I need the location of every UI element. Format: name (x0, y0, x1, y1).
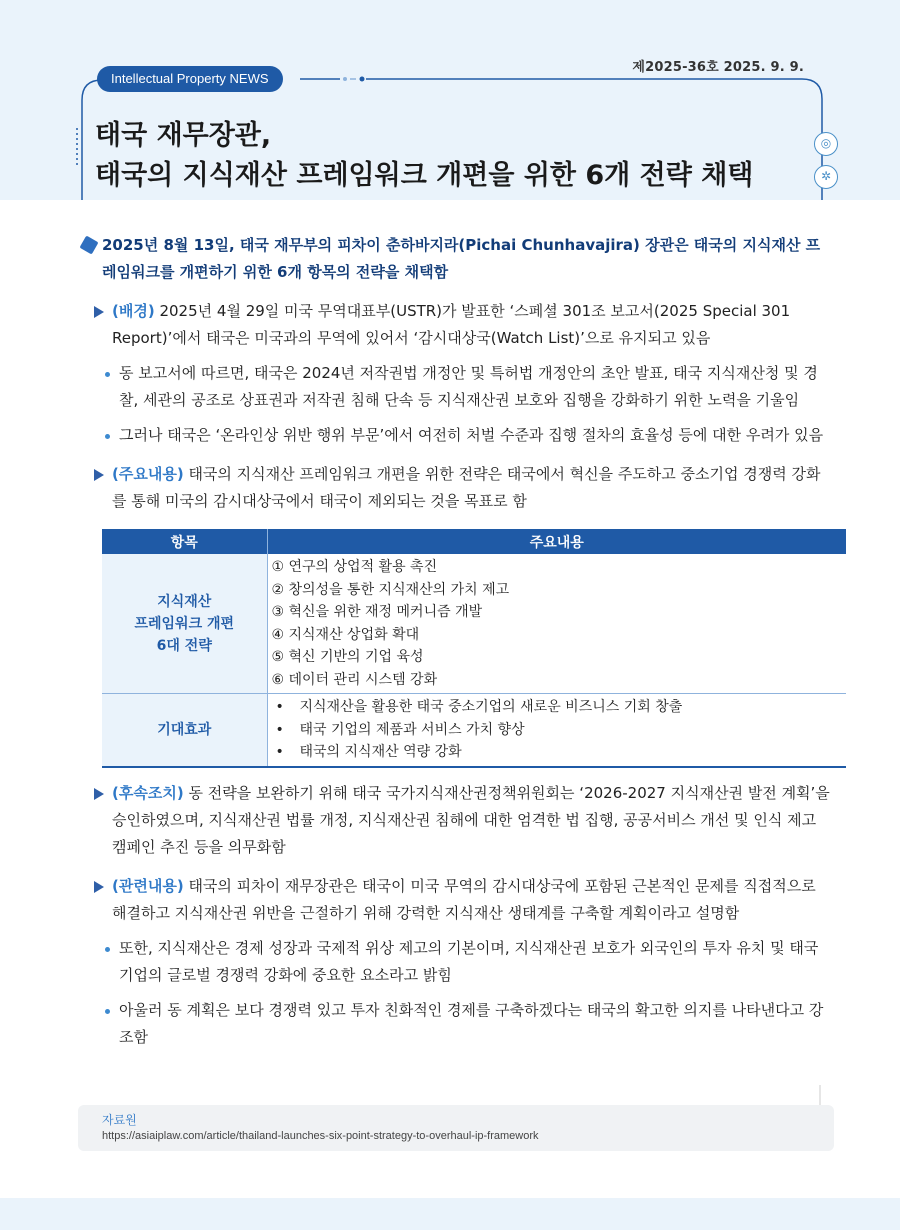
bullet-text: 아울러 동 계획은 보다 경쟁력 있고 투자 친화적인 경제를 구축하겠다는 태국의 확고한 의지를 나타낸다고 강조함 (119, 1000, 824, 1046)
bullet-text: 그러나 태국은 ‘온라인상 위반 행위 부문’에서 여전히 처벌 수준과 집행 절차의 효율성 등에 대한 우려가 있음 (119, 426, 824, 444)
table-header-content: 주요내용 (267, 529, 846, 554)
lead-text: 2025년 8월 13일, 태국 재무부의 피차이 춘하바지라(Pichai Chunhavajira) 장관은 태국의 지식재산 프레임워크를 개편하기 위한 6개 항목의 전략을 채택함 (102, 236, 821, 281)
strategy-item: ① 연구의 상업적 활용 촉진 (271, 559, 438, 575)
network-icon: ✲ (814, 165, 838, 189)
bullet-icon (105, 372, 110, 377)
triangle-icon (94, 788, 104, 800)
table-header-row (102, 529, 846, 554)
section-background (82, 298, 832, 352)
section-text: 태국의 지식재산 프레임워크 개편을 위한 전략은 태국에서 혁신을 주도하고 중소기업 경쟁력 강화를 통해 미국의 감시대상국에서 태국이 제외되는 것을 목표로 함 (112, 465, 821, 510)
bullet-text: 또한, 지식재산은 경제 성장과 국제적 위상 제고의 기본이며, 지식재산권 보호가 외국인의 투자 유치 및 태국 기업의 글로벌 경쟁력 강화에 중요한 요소라고 밝힘 (119, 938, 819, 984)
row-label-text: 지식재산 프레임워크 개편 6대 전략 (134, 593, 235, 654)
row-label: 기대효과 (102, 694, 267, 767)
section-tag: (배경) (112, 302, 155, 320)
list-item (82, 422, 832, 449)
section-related (82, 873, 832, 927)
article-body (82, 232, 832, 1051)
section-followup (82, 780, 832, 861)
section-tag: (관련내용) (112, 876, 184, 895)
section-text: 동 전략을 보완하기 위해 태국 국가지식재산권정책위원회는 ‘2026-2027 지식재산권 발전 계획’을 승인하였으며, 지식재산권 법률 개정, 지식재산권 침해에 대한 엄격한 법 집행, 공공서비스 개선 및 인식 제고 캠페인 추진 등을 의무화함 (112, 783, 830, 856)
globe-icon: ◎ (814, 132, 838, 156)
list-item (82, 935, 832, 989)
effect-item: • 지식재산을 활용한 태국 중소기업의 새로운 비즈니스 기회 창출 (272, 696, 847, 719)
row-label (102, 554, 267, 694)
list-item (82, 360, 832, 414)
bullet-icon (105, 947, 110, 952)
row-content (267, 694, 846, 767)
triangle-icon (94, 469, 104, 481)
title-line-1: 태국 재무장관, (95, 120, 272, 151)
strategy-item: ⑥ 데이터 관리 시스템 강화 (271, 671, 438, 688)
source-label: 자료원 (102, 1113, 137, 1127)
table-row (102, 554, 846, 694)
table-row (102, 694, 846, 767)
list-item (82, 997, 832, 1051)
strategy-item: ③ 혁신을 위한 재정 메커니즘 개발 (271, 604, 483, 620)
table-header-item: 항목 (102, 529, 267, 554)
section-text: 태국의 피차이 재무장관은 태국이 미국 무역의 감시대상국에 포함된 근본적인 문제를 직접적으로 해결하고 지식재산권 위반을 근절하기 위해 강력한 지식재산 생태계를 구축할 계획이라고 설명함 (112, 876, 816, 922)
issue-number: 제2025-36호 2025. 9. 9. (632, 60, 804, 75)
row-content (267, 554, 846, 694)
title-line-2: 태국의 지식재산 프레임워크 개편을 위한 6개 전략 채택 (95, 160, 754, 191)
strategy-item: ④ 지식재산 상업화 확대 (271, 626, 420, 643)
strategy-item: ⑤ 혁신 기반의 기업 육성 (271, 649, 424, 665)
lead-paragraph (82, 232, 832, 286)
strategy-item: ② 창의성을 통한 지식재산의 가치 제고 (271, 581, 510, 598)
source-url[interactable]: https://asiaiplaw.com/article/thailand-launches-six-point-strategy-to-overhaul-ip-framework (102, 1130, 539, 1142)
section-main (82, 461, 832, 515)
triangle-icon (94, 306, 104, 318)
bullet-icon (105, 1009, 110, 1014)
section-tag: (후속조치) (112, 783, 184, 802)
cube-icon (79, 235, 98, 254)
page-title (95, 116, 753, 196)
section-text: 2025년 4월 29일 미국 무역대표부(USTR)가 발표한 ‘스페셜 301조 보고서(2025 Special 301 Report)’에서 태국은 미국과의 무역에 있어서 ‘감시대상국(Watch List)’으로 유지되고 있음 (112, 302, 791, 347)
section-tag: (주요내용) (112, 465, 184, 483)
bullet-text: 동 보고서에 따르면, 태국은 2024년 저작권법 개정안 및 특허법 개정안의 초안 발표, 태국 지식재산청 및 경찰, 세관의 공조로 상표권과 저작권 침해 단속 등 지식재산권 보호와 집행을 강화하기 위한 노력을 기울임 (119, 364, 818, 409)
newsletter-badge: Intellectual Property NEWS (97, 66, 283, 92)
source-box (78, 1105, 834, 1151)
effect-item: • 태국 기업의 제품과 서비스 가치 향상 (272, 719, 847, 742)
triangle-icon (94, 881, 104, 893)
effect-item: • 태국의 지식재산 역량 강화 (272, 741, 847, 764)
strategy-table (102, 529, 846, 768)
bullet-icon (105, 434, 110, 439)
